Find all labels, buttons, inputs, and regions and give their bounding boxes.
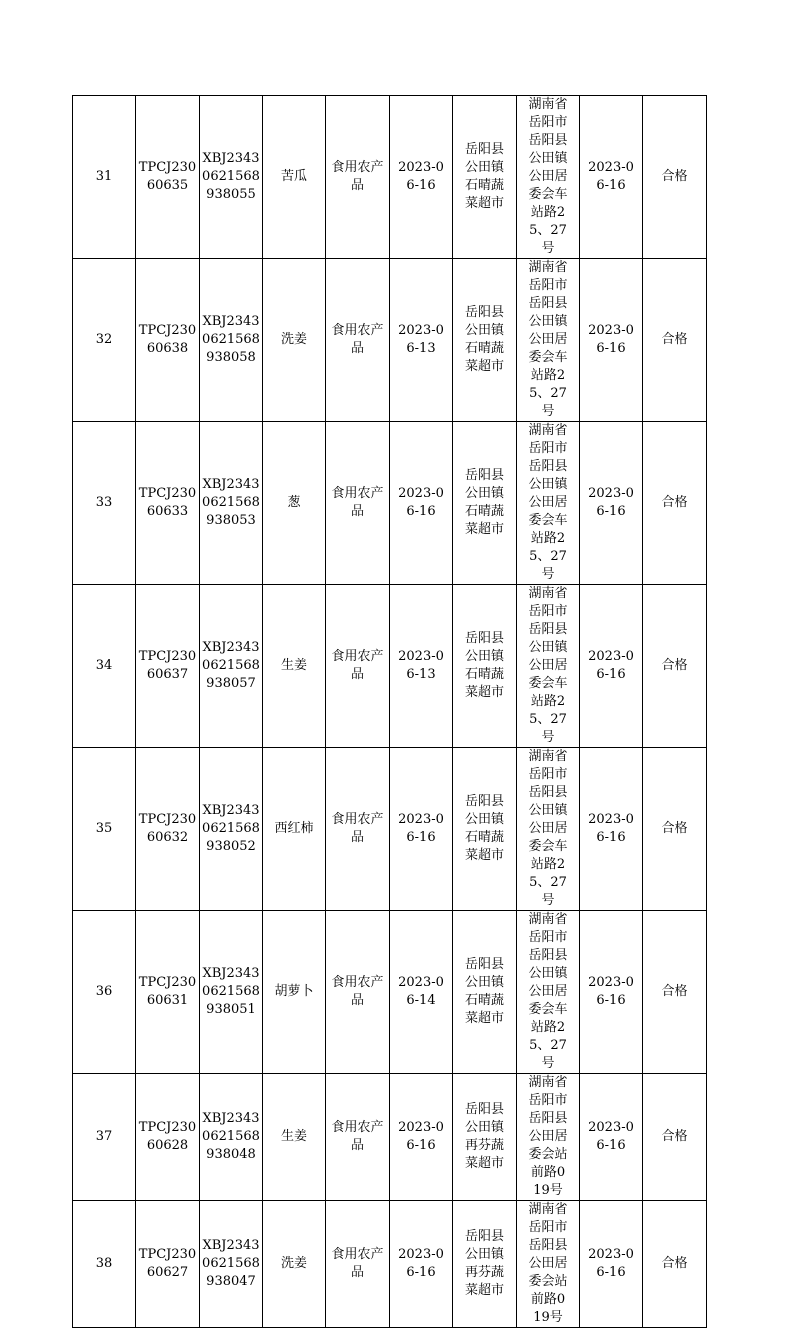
product-category: 食用农产品 [331,486,384,519]
product-category-cell [326,422,390,585]
market-name-cell [453,748,517,911]
market-address: 湖南省岳阳市岳阳县公田镇公田居委会车站路25、27号 [528,423,568,582]
row-index-cell [73,1201,136,1328]
production-date: 2023-06-13 [398,323,444,356]
market-name: 岳阳县公田镇再芬蔬菜超市 [464,1229,504,1298]
product-name: 胡萝卜 [274,984,314,999]
inspection-result-cell [643,585,707,748]
sampling-date: 2023-06-16 [588,160,634,193]
row-index-cell [73,911,136,1074]
table-row [73,96,707,259]
table-row [73,422,707,585]
product-category: 食用农产品 [331,160,384,193]
product-category: 食用农产品 [331,975,384,1008]
market-name: 岳阳县公田镇石晴蔬菜超市 [464,794,504,863]
product-name: 葱 [287,495,301,510]
inspection-result: 合格 [661,1129,688,1144]
product-category: 食用农产品 [331,1120,384,1153]
sampling-date: 2023-06-16 [588,1247,634,1280]
sample-number-cell [200,1074,263,1201]
market-address-cell [517,585,580,748]
market-name-cell [453,1074,517,1201]
task-number: TPCJ23060635 [138,160,197,193]
market-name-cell [453,259,517,422]
inspection-result-cell [643,911,707,1074]
sample-number: XBJ23430621568938051 [202,966,260,1017]
market-name-cell [453,96,517,259]
task-number-cell [136,911,200,1074]
inspection-result: 合格 [661,495,688,510]
market-address: 湖南省岳阳市岳阳县公田镇公田居委会车站路25、27号 [528,749,568,908]
market-address-cell [517,96,580,259]
sample-number: XBJ23430621568938057 [202,640,260,691]
product-name-cell [263,585,326,748]
sampling-date: 2023-06-16 [588,1120,634,1153]
inspection-result-cell [643,422,707,585]
production-date: 2023-06-16 [398,1120,444,1153]
task-number-cell [136,1074,200,1201]
product-category-cell [326,259,390,422]
sampling-date: 2023-06-16 [588,323,634,356]
row-index: 33 [95,495,113,510]
market-name: 岳阳县公田镇再芬蔬菜超市 [464,1102,504,1171]
sampling-date-cell [580,748,643,911]
market-name: 岳阳县公田镇石晴蔬菜超市 [464,468,504,537]
production-date-cell [390,585,453,748]
market-address: 湖南省岳阳市岳阳县公田镇公田居委会车站路25、27号 [528,586,568,745]
product-name: 洗姜 [280,1256,307,1271]
product-name: 苦瓜 [280,169,307,184]
market-name: 岳阳县公田镇石晴蔬菜超市 [464,631,504,700]
table-row [73,259,707,422]
product-category-cell [326,1201,390,1328]
sample-number-cell [200,585,263,748]
market-address-cell [517,911,580,1074]
row-index: 31 [95,169,113,184]
sample-number: XBJ23430621568938058 [202,314,260,365]
sample-number: XBJ23430621568938055 [202,151,260,202]
product-name: 生姜 [280,1129,307,1144]
production-date-cell [390,1074,453,1201]
inspection-result: 合格 [661,332,688,347]
product-name-cell [263,96,326,259]
task-number-cell [136,1201,200,1328]
product-category: 食用农产品 [331,323,384,356]
inspection-result-cell [643,259,707,422]
production-date: 2023-06-16 [398,160,444,193]
sample-number-cell [200,96,263,259]
row-index-cell [73,422,136,585]
product-category-cell [326,1074,390,1201]
production-date: 2023-06-16 [398,1247,444,1280]
production-date-cell [390,1201,453,1328]
market-name: 岳阳县公田镇石晴蔬菜超市 [464,142,504,211]
production-date-cell [390,911,453,1074]
table-row [73,1201,707,1328]
market-address: 湖南省岳阳市岳阳县公田居委会站前路019号 [528,1075,568,1198]
market-name-cell [453,422,517,585]
product-name-cell [263,748,326,911]
product-category: 食用农产品 [331,1247,384,1280]
inspection-result: 合格 [661,658,688,673]
row-index: 34 [95,658,113,673]
sampling-date: 2023-06-16 [588,975,634,1008]
sampling-date: 2023-06-16 [588,649,634,682]
production-date: 2023-06-16 [398,812,444,845]
task-number: TPCJ23060632 [138,812,197,845]
product-category-cell [326,911,390,1074]
product-name-cell [263,1201,326,1328]
sample-number-cell [200,422,263,585]
table-row [73,748,707,911]
product-category-cell [326,748,390,911]
market-name: 岳阳县公田镇石晴蔬菜超市 [464,957,504,1026]
product-category-cell [326,585,390,748]
inspection-result: 合格 [661,1256,688,1271]
sample-number: XBJ23430621568938052 [202,803,260,854]
task-number: TPCJ23060627 [138,1247,197,1280]
sampling-date-cell [580,1074,643,1201]
market-name-cell [453,585,517,748]
inspection-result: 合格 [661,169,688,184]
inspection-result-cell [643,1201,707,1328]
sample-number: XBJ23430621568938047 [202,1238,260,1289]
task-number-cell [136,585,200,748]
sample-number-cell [200,911,263,1074]
task-number: TPCJ23060628 [138,1120,197,1153]
inspection-result: 合格 [661,984,688,999]
product-name: 生姜 [280,658,307,673]
sample-number-cell [200,748,263,911]
row-index-cell [73,259,136,422]
sample-number-cell [200,1201,263,1328]
row-index: 32 [95,332,113,347]
production-date: 2023-06-16 [398,486,444,519]
inspection-result: 合格 [661,821,688,836]
product-name: 西红柿 [274,821,314,836]
market-address-cell [517,259,580,422]
task-number-cell [136,748,200,911]
market-address: 湖南省岳阳市岳阳县公田镇公田居委会车站路25、27号 [528,97,568,256]
inspection-result-cell [643,748,707,911]
product-name-cell [263,259,326,422]
market-address: 湖南省岳阳市岳阳县公田镇公田居委会车站路25、27号 [528,260,568,419]
sampling-date-cell [580,911,643,1074]
production-date: 2023-06-13 [398,649,444,682]
row-index-cell [73,748,136,911]
production-date-cell [390,422,453,585]
production-date-cell [390,259,453,422]
market-address: 湖南省岳阳市岳阳县公田居委会站前路019号 [528,1202,568,1325]
table-row [73,911,707,1074]
inspection-result-cell [643,96,707,259]
row-index: 37 [95,1129,113,1144]
product-name-cell [263,1074,326,1201]
row-index-cell [73,585,136,748]
product-name-cell [263,422,326,585]
market-address-cell [517,1201,580,1328]
task-number: TPCJ23060637 [138,649,197,682]
market-address-cell [517,422,580,585]
sampling-date-cell [580,96,643,259]
market-address-cell [517,1074,580,1201]
product-category-cell [326,96,390,259]
product-name-cell [263,911,326,1074]
table-row [73,585,707,748]
inspection-result-cell [643,1074,707,1201]
table-row [73,1074,707,1201]
sampling-date: 2023-06-16 [588,812,634,845]
task-number-cell [136,422,200,585]
task-number-cell [136,259,200,422]
inspection-results-table [72,95,707,1328]
product-name: 洗姜 [280,332,307,347]
row-index: 35 [95,821,113,836]
sampling-date-cell [580,259,643,422]
product-category: 食用农产品 [331,649,384,682]
production-date-cell [390,96,453,259]
row-index: 38 [95,1256,113,1271]
product-category: 食用农产品 [331,812,384,845]
market-name: 岳阳县公田镇石晴蔬菜超市 [464,305,504,374]
sampling-date-cell [580,422,643,585]
sample-number: XBJ23430621568938048 [202,1111,260,1162]
sample-number: XBJ23430621568938053 [202,477,260,528]
market-name-cell [453,1201,517,1328]
production-date-cell [390,748,453,911]
row-index: 36 [95,984,113,999]
market-address: 湖南省岳阳市岳阳县公田镇公田居委会车站路25、27号 [528,912,568,1071]
market-name-cell [453,911,517,1074]
sample-number-cell [200,259,263,422]
task-number: TPCJ23060633 [138,486,197,519]
sampling-date-cell [580,585,643,748]
task-number-cell [136,96,200,259]
row-index-cell [73,1074,136,1201]
sampling-date: 2023-06-16 [588,486,634,519]
row-index-cell [73,96,136,259]
task-number: TPCJ23060638 [138,323,197,356]
production-date: 2023-06-14 [398,975,444,1008]
market-address-cell [517,748,580,911]
task-number: TPCJ23060631 [138,975,197,1008]
sampling-date-cell [580,1201,643,1328]
